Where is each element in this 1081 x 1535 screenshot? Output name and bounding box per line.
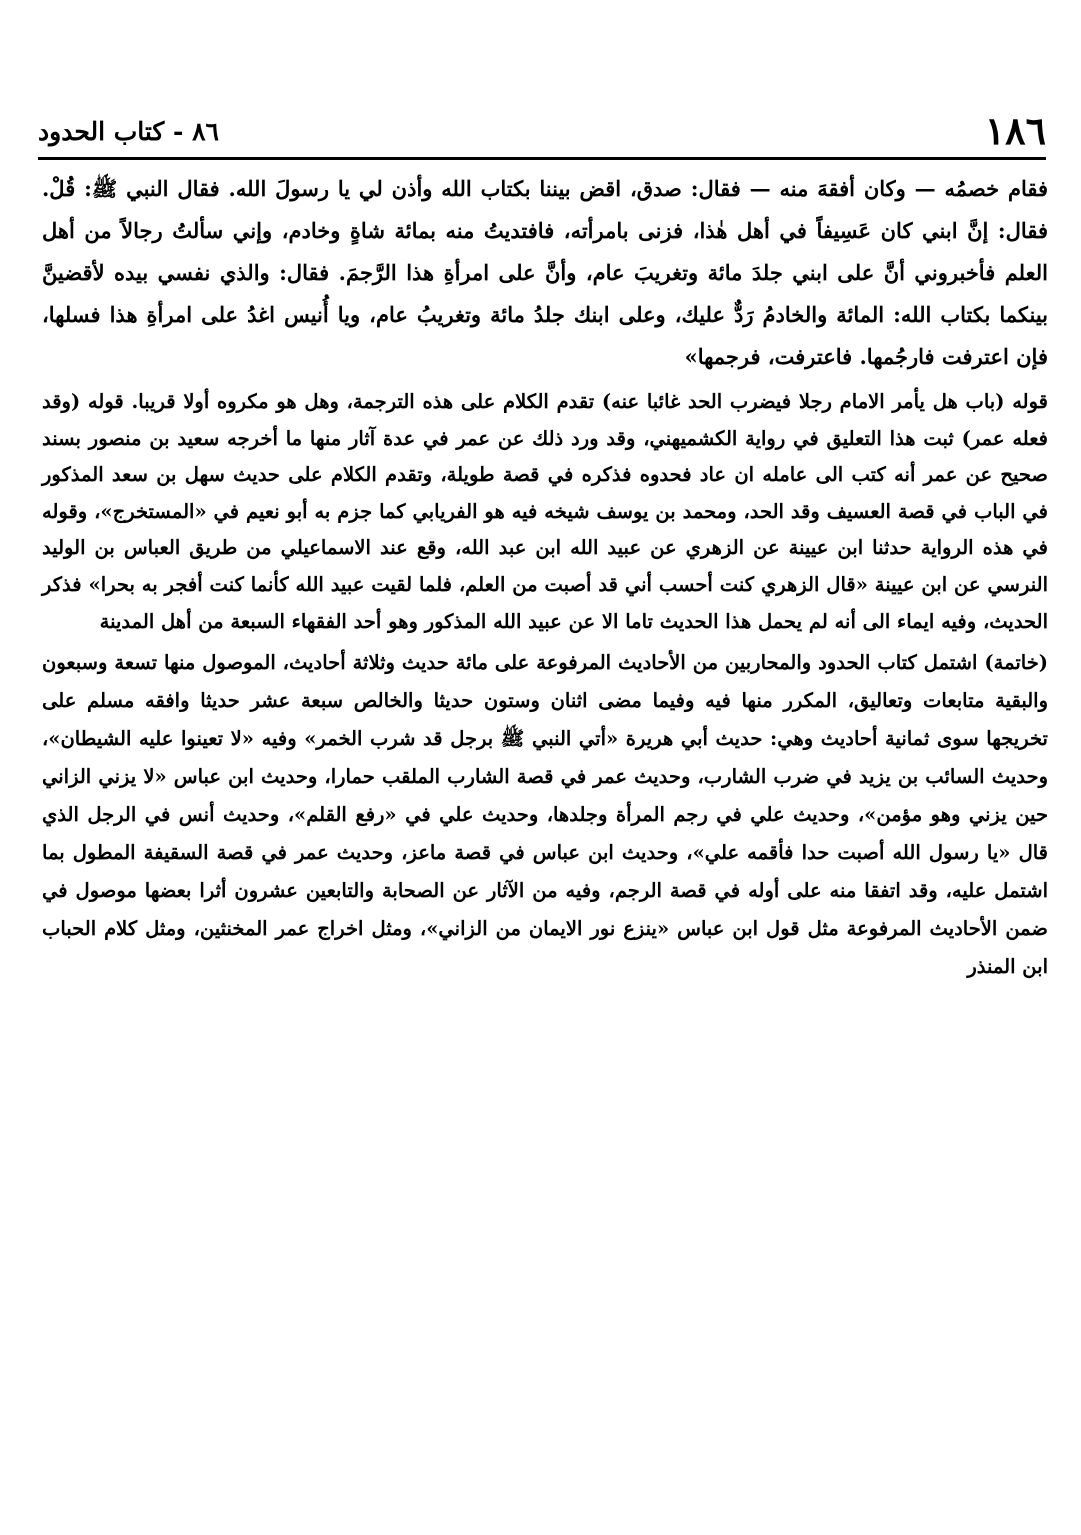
commentary-lead-word: قوله	[1012, 390, 1048, 413]
chapter-summary: (خاتمة) اشتمل كتاب الحدود والمحاربين من الأحاديث المرفوعة على مائة حديث وثلاثة أحاديث، الموصول منها تسعة وسبعون والبقية متابعات وتعاليق، المكرر منها فيه وفيما مضى اثنان وستون حديثا والخالص سبعة عشر حديثا وافقه مسلم على تخريجها سوى ثمانية أحاديث وهي: حديث أبي هريرة «أتي النبي ﷺ برجل قد شرب الخمر» وفيه «لا تعينوا عليه الشيطان»، وحديث السائب بن يزيد في ضرب الشارب، وحديث عمر في قصة الشارب الملقب حمارا، وحديث ابن عباس «لا يزني الزاني حين يزني وهو مؤمن»، وحديث علي في رجم المرأة وجلدها، وحديث علي في «رفع القلم»، وحديث أنس في الرجل الذي قال «يا رسول الله أصبت حدا فأقمه علي»، وحديث ابن عباس في قصة ماعز، وحديث عمر في قصة السقيفة المطول بما اشتمل عليه، وقد اتفقا منه على أوله في قصة الرجم، وفيه من الآثار عن الصحابة والتابعين عشرون أثرا بعضها موصول في ضمن الأحاديث المرفوعة مثل قول ابن عباس «ينزع نور الايمان من الزاني»، ومثل اخراج عمر المخنثين، ومثل كلام الحباب ابن المنذر	[42, 651, 1048, 979]
running-head: ٨٦ - كتاب الحدود	[38, 117, 219, 146]
commentary-paragraph	[42, 384, 1048, 640]
hadith-text: فقام خصمُه — وكان أفقهَ منه — فقال: صدق، اقض بيننا بكتاب الله وأذن لي يا رسولَ الله. فقال النبي ﷺ: قُلْ. فقال: إنَّ ابني كان عَسِيفاً في أهل هٰذا، فزنى بامرأته، فافتديتُ منه بمائة شاةٍ وخادم، وإني سألتُ رجالاً من أهل العلم فأخبروني أنَّ على ابني جلدَ مائة وتغريبَ عام، وأنَّ على امرأةِ هذا الرَّجمَ. فقال: والذي نفسي بيده لأقضينَّ بينكما بكتاب الله: المائة والخادمُ رَدٌّ عليك، وعلى ابنك جلدُ مائة وتغريبُ عام، ويا أُنيس اغدُ على امرأةِ هذا فسلها، فإن اعترفت فارجُمها. فاعترفت، فرجمها»	[42, 176, 1048, 369]
page-number: ١٨٦	[984, 108, 1046, 153]
page-body	[42, 168, 1048, 986]
page-header	[38, 108, 1046, 154]
header-rule	[38, 157, 1046, 160]
commentary-text: (باب هل يأمر الامام رجلا فيضرب الحد غائبا عنه) تقدم الكلام على هذه الترجمة، وهل هو مكروه أولا قريبا. قوله (وقد فعله عمر) ثبت هذا التعليق في رواية الكشميهني، وقد ورد ذلك عن عمر في عدة آثار منها ما أخرجه سعيد بن منصور بسند صحيح عن عمر أنه كتب الى عامله ان عاد فحدوه فذكره في قصة طويلة، وتقدم الكلام على حديث سهل بن سعد المذكور في الباب في قصة العسيف وقد الحد، ومحمد بن يوسف شيخه فيه هو الفريابي كما جزم به أبو نعيم في «المستخرج»، وقوله في هذه الرواية حدثنا ابن عيينة عن الزهري عن عبيد الله ابن عبد الله، وقع عند الاسماعيلي من طريق العباس بن الوليد النرسي عن ابن عيينة «قال الزهري كنت أحسب أني قد أصبت من العلم، فلما لقيت عبيد الله كأنما كنت أفجر به بحرا» فذكر الحديث، وفيه ايماء الى أنه لم يحمل هذا الحديث تاما الا عن عبيد الله المذكور وهو أحد الفقهاء السبعة من أهل المدينة	[42, 390, 1048, 633]
